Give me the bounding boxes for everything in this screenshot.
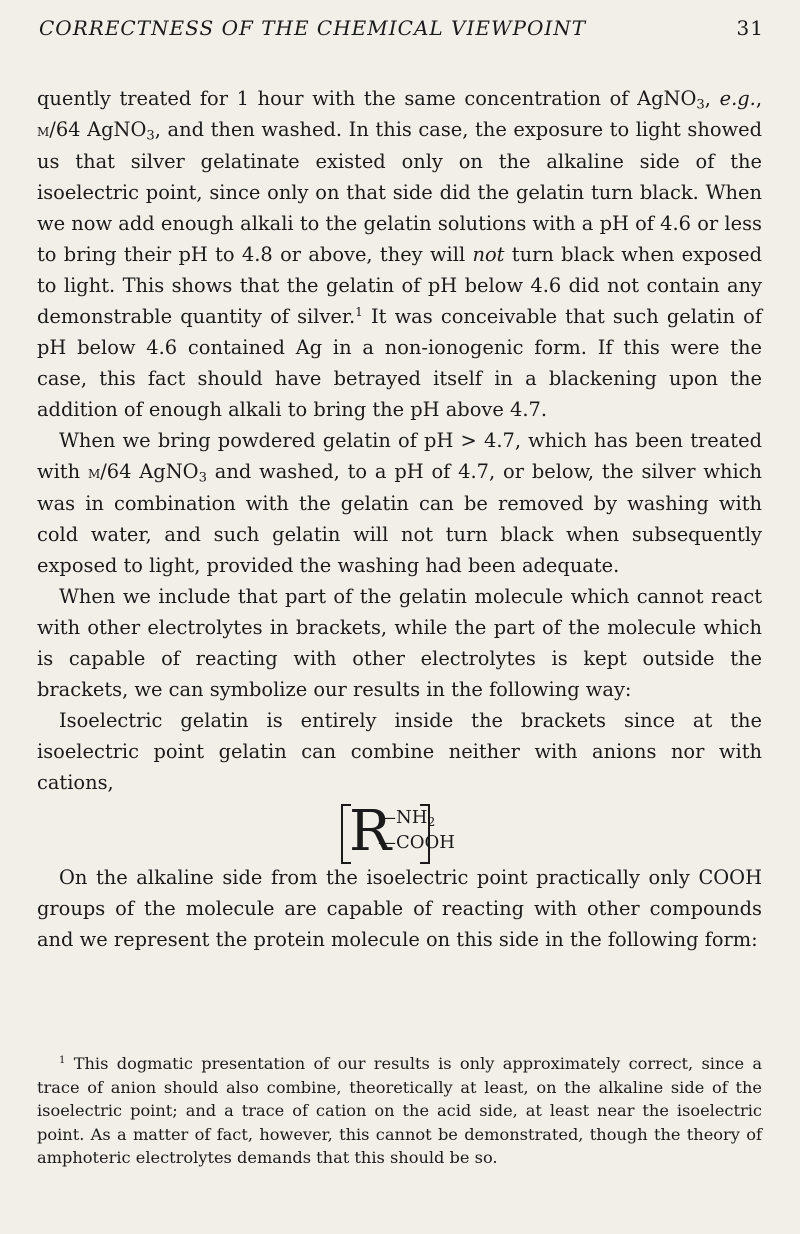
footnote-text: This dogmatic presentation of our results is only approximately correct, since a trace of anion should also combine, theoretically at least, on the alkaline side of the isoelectric point; and a trace of cation on the acid side, at least near the isoelectric point. As a matter of fact, however, this cannot be demonstrated, though the theory of amphoteric electrolytes demands that this should be so. xyxy=(37,1054,762,1168)
running-header xyxy=(37,16,762,46)
text-run: , xyxy=(704,87,720,110)
group-text: —NH xyxy=(378,807,428,828)
structural-formula xyxy=(37,798,762,862)
subscript: 2 xyxy=(427,815,436,830)
text-run: turn black when exposed to light. This shows that the gelatin of pH below 4.6 did not contain any demonstrable quantity of silver. xyxy=(37,243,762,328)
italic-text: e.g. xyxy=(719,87,756,110)
paragraph-3: When we include that part of the gelatin molecule which cannot react with other electrolytes in brackets, while the part of the molecule which is capable of reacting with other electrolytes is kept outside the brackets, we can symbolize our results in the following way: xyxy=(37,585,762,701)
text-run: /64 AgNO xyxy=(100,460,199,483)
body-text xyxy=(37,83,762,955)
footnote-marker: 1 xyxy=(59,1054,66,1066)
footnote-1 xyxy=(37,1052,762,1170)
page-number: 31 xyxy=(736,16,764,40)
text-run: /64 AgNO xyxy=(49,118,147,141)
subscript: 3 xyxy=(696,97,705,113)
text-run: and washed, to a pH of 4.7, or below, the silver which was in combination with the gelatin can be removed by washing with cold water, and such gelatin will not turn black when subsequently exposed to light, provided the washing had been adequate. xyxy=(37,460,763,577)
text-run: quently treated for 1 hour with the same concentration of AgNO xyxy=(37,87,697,110)
radical-symbol: R xyxy=(349,799,392,864)
right-bracket xyxy=(420,804,430,864)
footnote-reference: 1 xyxy=(355,304,363,319)
text-run: , xyxy=(755,87,762,110)
paragraph-2 xyxy=(37,425,762,581)
text-run: , and then washed. In this case, the exposure to light showed us that silver gelatinate existed only on the alkaline side of the isoelectric point, since only on that side did the gelatin turn black. When we now add enough alkali to the gelatin solutions with a pH of 4.6 or less to bring their pH to 4.8 or above, they will xyxy=(37,118,763,266)
italic-text: not xyxy=(472,243,505,266)
molar-symbol: m xyxy=(87,462,101,483)
text-run: When we bring powdered gelatin of pH > 4.7, which has been treated with xyxy=(37,429,762,483)
carboxyl-group: —COOH xyxy=(378,832,455,853)
footnote-section xyxy=(37,1052,762,1170)
molar-symbol: m xyxy=(37,120,50,141)
paragraph-5: On the alkaline side from the isoelectric point practically only COOH groups of the molecule are capable of reacting with other compounds and we represent the protein molecule on this side in the following form: xyxy=(37,866,762,951)
subscript: 3 xyxy=(198,470,207,486)
paragraph-1 xyxy=(37,83,762,425)
subscript: 3 xyxy=(146,128,155,144)
running-title: CORRECTNESS OF THE CHEMICAL VIEWPOINT xyxy=(39,16,587,40)
text-run: It was conceivable that such gelatin of pH below 4.6 contained Ag in a non-ionogenic form. If this were the case, this fact should have betrayed itself in a blackening upon the addition of enough alkali to bring the pH above 4.7. xyxy=(37,305,762,421)
paragraph-4: Isoelectric gelatin is entirely inside the brackets since at the isoelectric point gelatin can combine neither with anions nor with cations, xyxy=(37,709,762,794)
